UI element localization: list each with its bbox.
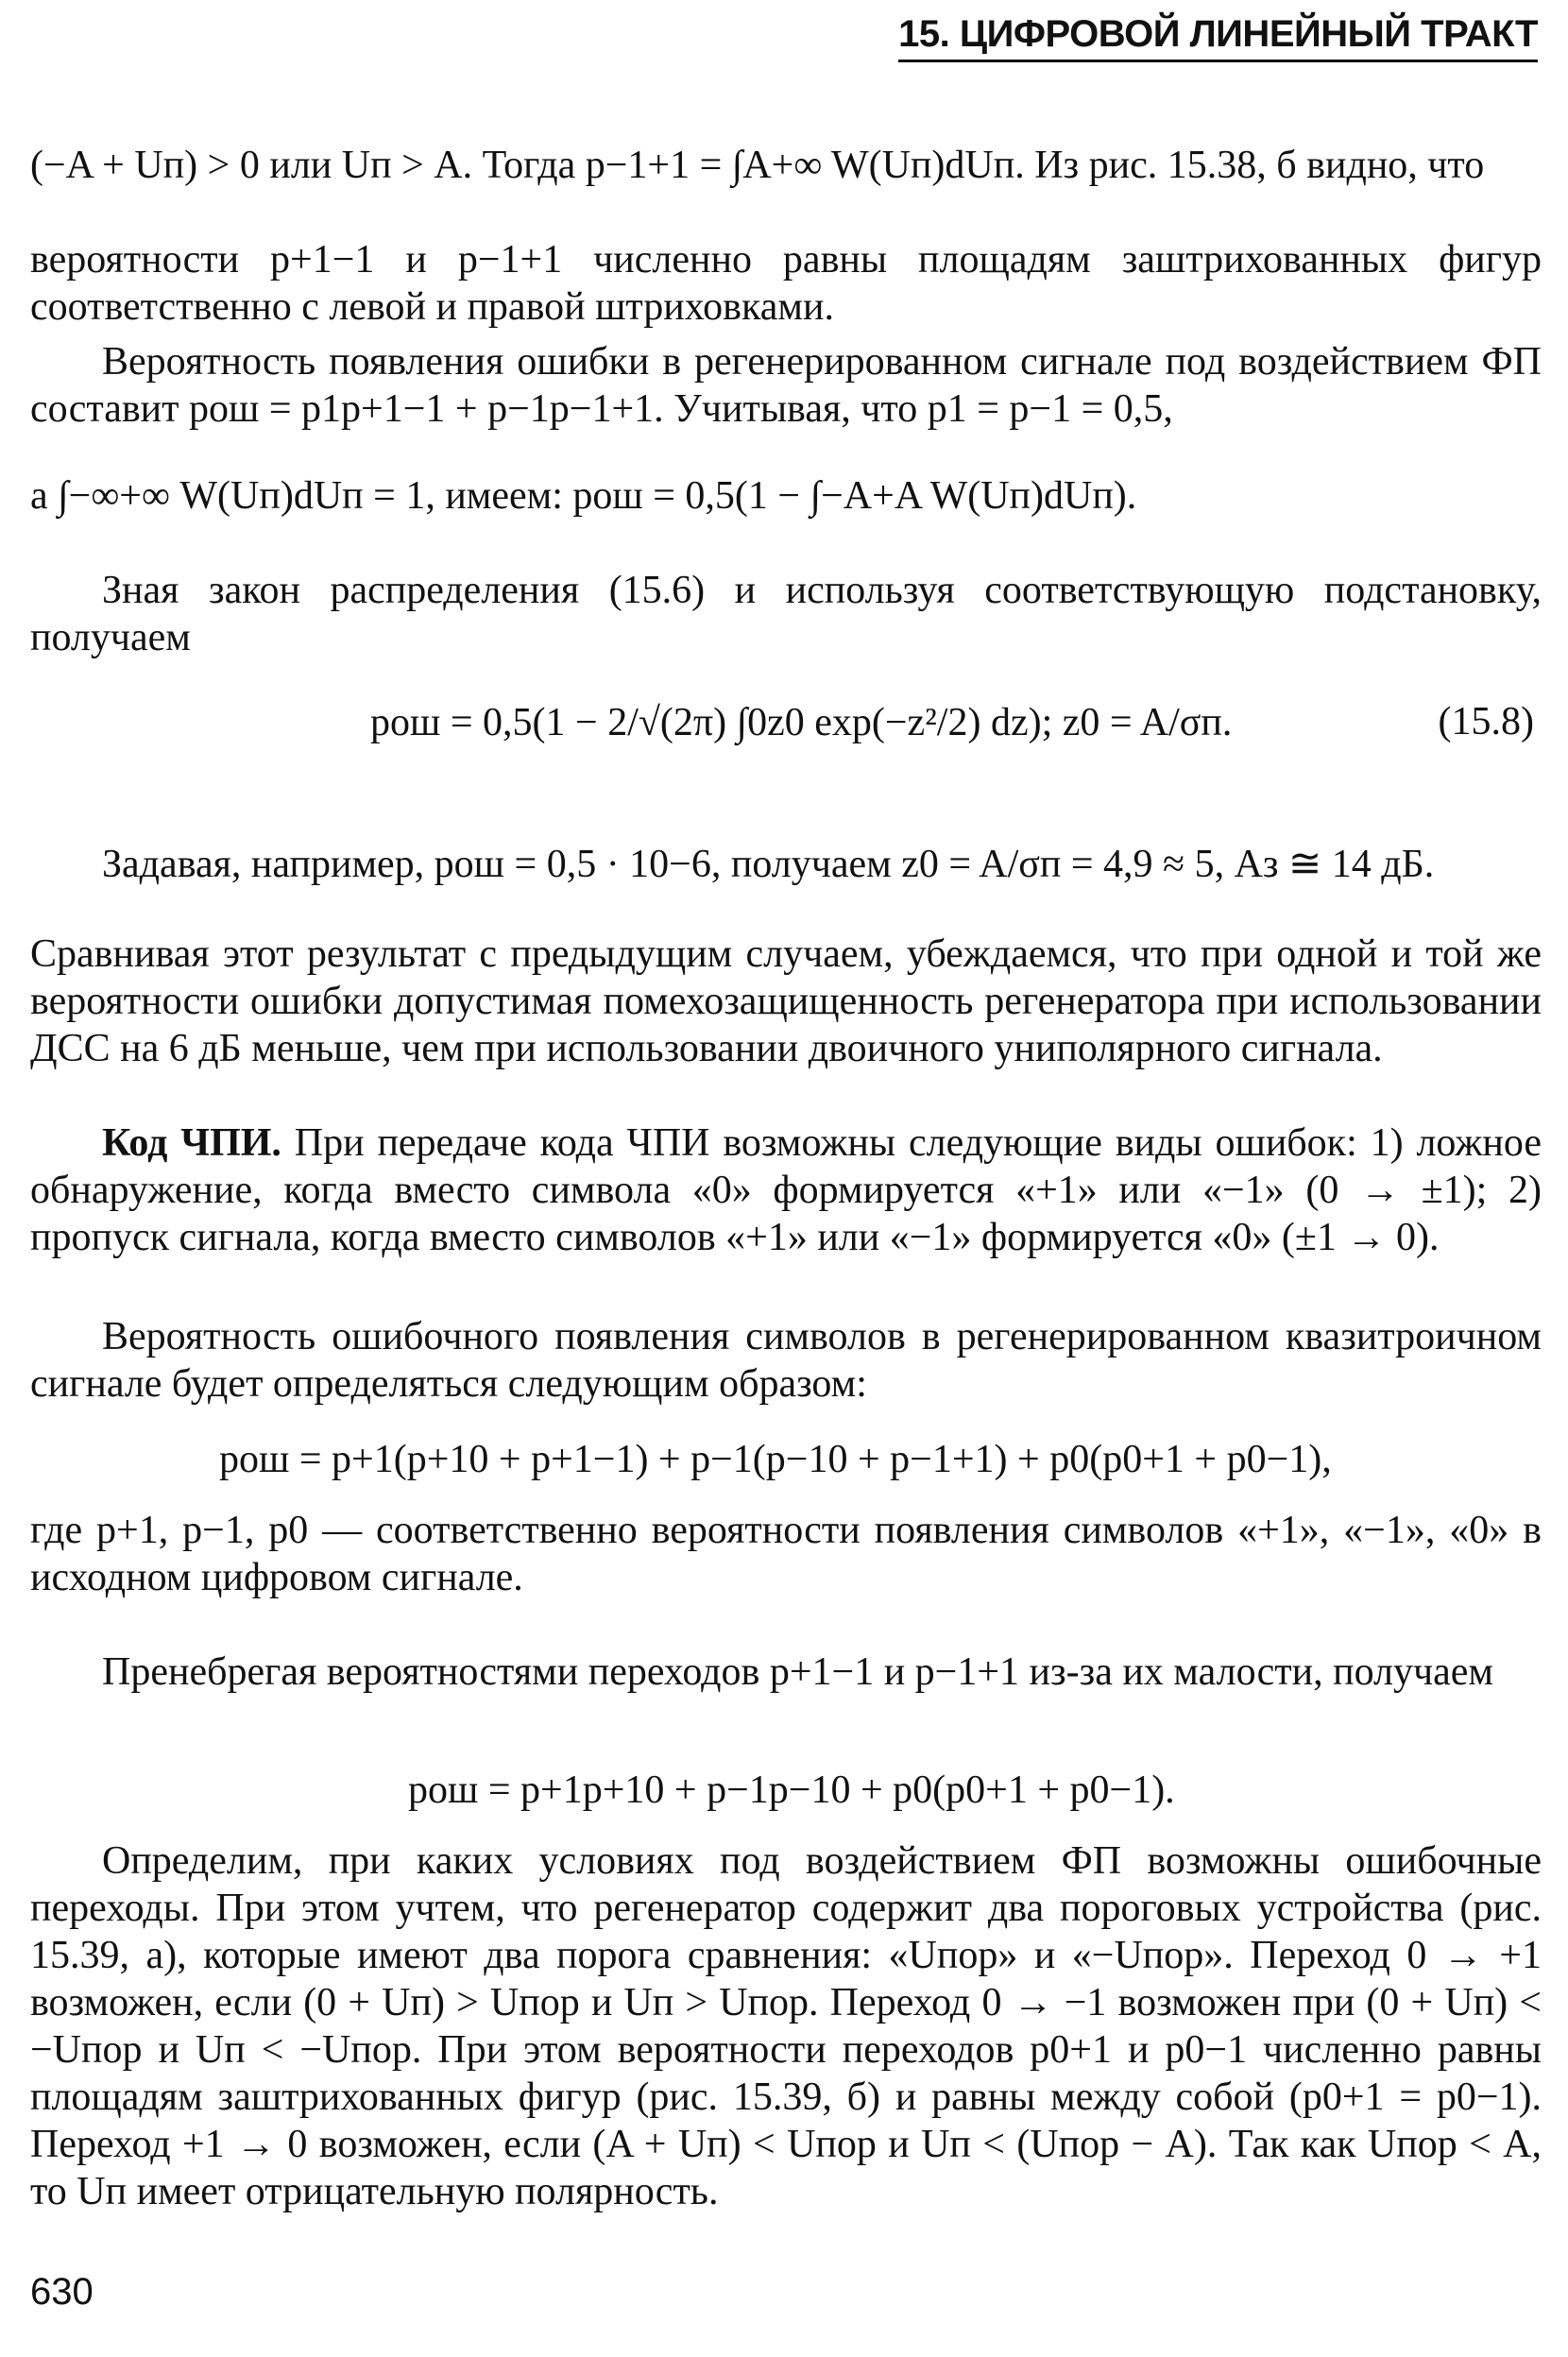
- paragraph-first-line: (−A + Uп) > 0 или Uп > A. Тогда p−1+1 = ∫A+∞ W(Uп)dUп. Из рис. 15.38, б видно, что: [30, 144, 1485, 187]
- paragraph-example-calculation: Задавая, например, pош = 0,5 · 10−6, получаем z0 = A/σп = 4,9 ≈ 5, Aз ≅ 14 дБ.: [102, 843, 1435, 886]
- paragraph-integral-normalization: а ∫−∞+∞ W(Uп)dUп = 1, имеем: pош = 0,5(1 − ∫−A+A W(Uп)dUп).: [30, 474, 1137, 518]
- paragraph-distribution-law: Зная закон распределения (15.6) и используя соответствующую подстановку, получаем: [30, 569, 1542, 659]
- equation-number: (15.8): [1438, 700, 1534, 743]
- running-title: 15. ЦИФРОВОЙ ЛИНЕЙНЫЙ ТРАКТ: [898, 13, 1538, 62]
- paragraph-neglecting: Пренебрегая вероятностями переходов p+1−1 и p−1+1 из-за их малости, получаем: [102, 1650, 1493, 1694]
- paragraph-ami-code: [30, 1119, 1542, 1261]
- equation-simplified: pош = p+1p+10 + p−1p−10 + p0(p0+1 + p0−1).: [408, 1768, 1175, 1812]
- paragraph-transitions: Определим, при каких условиях под воздействием ФП возможны ошибочные переходы. При этом учтем, что регенератор содержит два пороговых устройства (рис. 15.39, а), которые имеют два порога сравнения: «Uпор» и «−Uпор». Переход 0 → +1 возможен, если (0 + Uп) > Uпор и Uп > Uпор. Переход 0 → −1 возможен при (0 + Uп) < −Uпор и Uп < −Uпор. При этом вероятности переходов p0+1 и p0−1 численно равны площадям заштрихованных фигур (рис. 15.39, б) и равны между собой (p0+1 = p0−1). Переход +1 → 0 возможен, если (A + Uп) < Uпор и Uп < (Uпор − A). Так как Uпор < A, то Uп имеет отрицательную полярность.: [30, 1839, 1542, 2213]
- equation-15-8: pош = 0,5(1 − 2/√(2π) ∫0z0 exp(−z²/2) dz); z0 = A/σп.: [370, 701, 1233, 744]
- book-page: [30, 0, 1542, 2357]
- paragraph-error-probability: Вероятность появления ошибки в регенерированном сигнале под воздействием ФП составит pош = p1p+1−1 + p−1p−1+1. Учитывая, что p1 = p−1 = 0,5,: [30, 340, 1542, 431]
- paragraph-quasi-ternary: Вероятность ошибочного появления символов в регенерированном квазитроичном сигнале будет определяться следующим образом:: [30, 1315, 1542, 1406]
- paragraph-comparison: Сравнивая этот результат с предыдущим случаем, убеждаемся, что при одной и той же вероятности ошибки допустимая помехозащищенность регенератора при использовании ДСС на 6 дБ меньше, чем при использовании двоичного униполярного сигнала.: [30, 932, 1542, 1070]
- equation-quasi-ternary: pош = p+1(p+10 + p+1−1) + p−1(p−10 + p−1+1) + p0(p0+1 + p0−1),: [219, 1438, 1332, 1481]
- ami-code-heading: Код ЧПИ.: [102, 1121, 281, 1165]
- paragraph-probabilities: вероятности p+1−1 и p−1+1 численно равны площадям заштрихованных фигур соответственно с левой и правой штриховками.: [30, 238, 1542, 329]
- paragraph-symbol-definitions: где p+1, p−1, p0 — соответственно вероятности появления символов «+1», «−1», «0» в исходном цифровом сигнале.: [30, 1509, 1542, 1599]
- page-number: 630: [30, 2271, 94, 2313]
- ami-code-text: При передаче кода ЧПИ возможны следующие виды ошибок: 1) ложное обнаружение, когда вместо символа «0» формируется «+1» или «−1» (0 → ±1); 2) пропуск сигнала, когда вместо символов «+1» или «−1» формируется «0» (±1 → 0).: [30, 1121, 1542, 1259]
